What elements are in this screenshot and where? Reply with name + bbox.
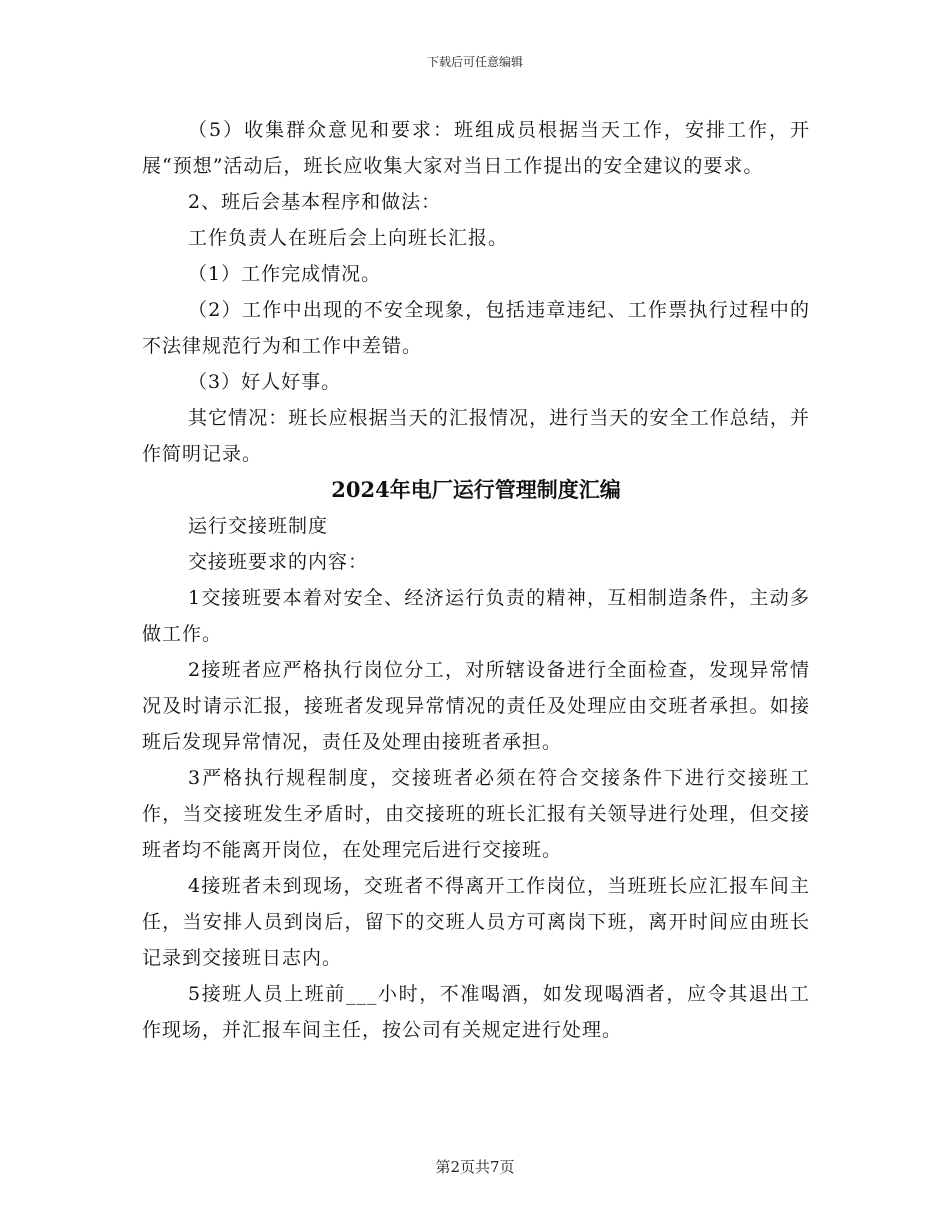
paragraph: 2、班后会基本程序和做法： (188, 191, 442, 213)
paragraph: 交接班要求的内容： (188, 551, 369, 573)
page-number-footer: 第2页共7页 (435, 1158, 515, 1176)
paragraph: 运行交接班制度 (188, 515, 329, 537)
paragraph: 2接班者应严格执行岗位分工，对所辖设备进行全面检查，发现异常情况及时请示汇报，接班者发现异常情况的责任及处理应由交班者承担。如接班后发现异常情况，责任及处理由接班者承担。 (142, 659, 810, 753)
section-title: 2024年电厂运行管理制度汇编 (331, 477, 621, 502)
document-body (142, 112, 810, 1048)
paragraph: 1交接班要本着对安全、经济运行负责的精神，互相制造条件，主动多做工作。 (142, 587, 810, 645)
paragraph: 其它情况：班长应根据当天的汇报情况，进行当天的安全工作总结，并作简明记录。 (142, 407, 810, 465)
paragraph: （2）工作中出现的不安全现象，包括违章违纪、工作票执行过程中的不法律规范行为和工作中差错。 (142, 299, 810, 357)
paragraph: 工作负责人在班后会上向班长汇报。 (188, 227, 509, 249)
paragraph: 4接班者未到现场，交班者不得离开工作岗位，当班班长应汇报车间主任，当安排人员到岗后，留下的交班人员方可离岗下班，离开时间应由班长记录到交接班日志内。 (142, 875, 810, 969)
paragraph: （1）工作完成情况。 (188, 263, 382, 285)
paragraph: 3严格执行规程制度，交接班者必须在符合交接条件下进行交接班工作，当交接班发生矛盾时，由交接班的班长汇报有关领导进行处理，但交接班者均不能离开岗位，在处理完后进行交接班。 (142, 767, 810, 861)
paragraph: 5接班人员上班前___小时，不准喝酒，如发现喝酒者，应令其退出工作现场，并汇报车间主任，按公司有关规定进行处理。 (142, 983, 810, 1041)
page-header-note: 下载后可任意编辑 (426, 55, 523, 69)
paragraph: （5）收集群众意见和要求：班组成员根据当天工作，安排工作，开展“预想”活动后，班长应收集大家对当日工作提出的安全建议的要求。 (142, 119, 810, 177)
paragraph: （3）好人好事。 (188, 371, 342, 393)
